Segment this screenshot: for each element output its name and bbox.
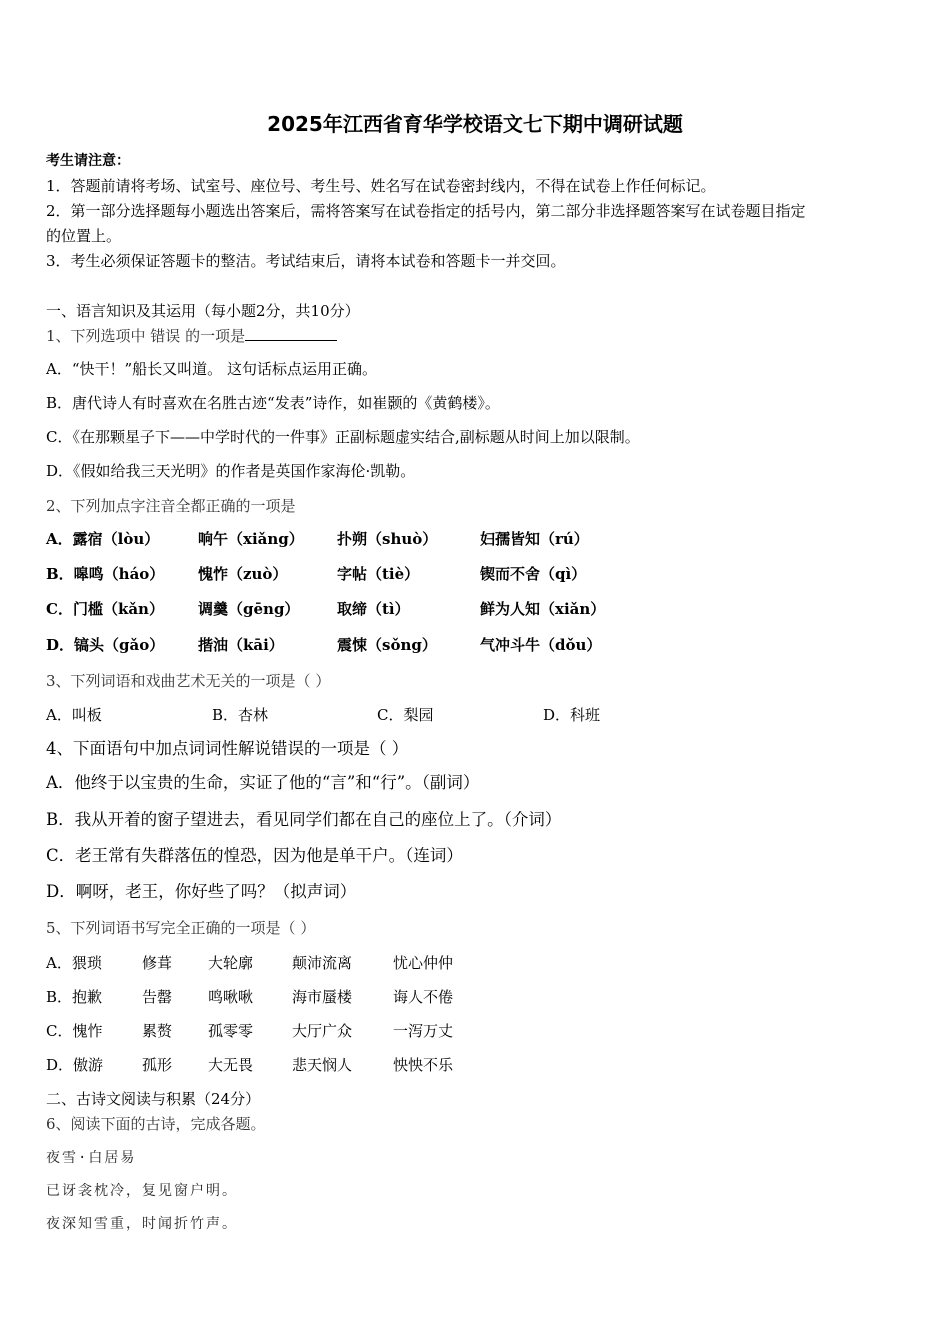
q2-choice-item: 字帖（tiè） [337,565,420,583]
q2-choice-item: 气冲斗牛（dǒu） [480,636,602,654]
section-heading: 一、语言知识及其运用（每小题2分，共10分） [46,302,360,320]
q5-choice-item: 孤形 [142,1056,173,1074]
q3-option: D．科班 [543,706,601,724]
q5-choice-item: C．愧怍 [46,1022,103,1040]
stem-text: 1、下列选项中 错误 的一项是 [46,327,246,345]
poem-title: 夜雪·白居易 [46,1150,137,1166]
q4-option: B．我从开着的窗子望进去，看见同学们都在自己的座位上了。（介词） [46,810,562,829]
notice-item: 3．考生必须保证答题卡的整洁。考试结束后，请将本试卷和答题卡一并交回。 [46,252,566,270]
q5-choice-item: 海市蜃楼 [292,988,353,1006]
q5-choice-item: 大无畏 [208,1056,254,1074]
poem-line: 夜深知雪重，时闻折竹声。 [46,1216,238,1232]
answer-blank [245,326,337,341]
q5-choice-item: 一泻万丈 [393,1022,454,1040]
q2-choice-item: 锲而不舍（qì） [480,565,587,583]
q2-choice-item: B．嗥鸣（háo） [46,565,165,583]
q1-option: C．《在那颗星子下——中学时代的一件事》正副标题虚实结合,副标题从时间上加以限制。 [46,428,640,446]
notice-heading: 考生请注意： [46,153,130,169]
q5-choice-item: 修葺 [142,954,173,972]
q5-choice-item: 大厅广众 [292,1022,353,1040]
q5-choice-item: 悲天悯人 [292,1056,353,1074]
q5-choice-item: 颠沛流离 [292,954,353,972]
q2-choice-item: 取缔（tì） [337,600,410,618]
q2-choice-item: 愧怍（zuò） [198,565,288,583]
q5-choice-item: 告罄 [142,988,173,1006]
q5-choice-item: 大轮廓 [208,954,254,972]
question-5-stem: 5、下列词语书写完全正确的一项是（ ） [46,919,316,937]
q3-option: C．梨园 [377,706,434,724]
poem-line: 已讶衾枕冷，复见窗户明。 [46,1183,238,1199]
q2-choice-item: A．露宿（lòu） [46,530,160,548]
notice-item: 的位置上。 [46,227,122,245]
q1-option: A．“快干！”船长又叫道。 这句话标点运用正确。 [46,360,377,378]
notice-item: 2．第一部分选择题每小题选出答案后，需将答案写在试卷指定的括号内，第二部分非选择题答案写在试卷题目指定 [46,202,806,220]
q4-option: D．啊呀，老王，你好些了吗？（拟声词） [46,882,357,901]
q2-choice-item: 响午（xiǎng） [198,530,304,548]
q5-choice-item: 累赘 [142,1022,173,1040]
q2-choice-item: 揩油（kāi） [198,636,284,654]
q5-choice-item: D．傲游 [46,1056,104,1074]
q1-option: B．唐代诗人有时喜欢在名胜古迹“发表”诗作，如崔颢的《黄鹤楼》。 [46,394,500,412]
page-title: 2025年江西省育华学校语文七下期中调研试题 [267,112,683,136]
q2-choice-item: 扑朔（shuò） [337,530,438,548]
q2-choice-item: 调羹（gēng） [198,600,300,618]
question-3-stem: 3、下列词语和戏曲艺术无关的一项是（ ） [46,672,331,690]
q5-choice-item: 孤零零 [208,1022,254,1040]
q5-choice-item: 鸣啾啾 [208,988,254,1006]
q3-option: A．叫板 [46,706,102,724]
q2-choice-item: D．镐头（gǎo） [46,636,165,654]
q5-choice-item: B．抱歉 [46,988,103,1006]
q5-choice-item: A．猥琐 [46,954,102,972]
question-2-stem: 2、下列加点字注音全都正确的一项是 [46,497,296,515]
notice-item: 1．答题前请将考场、试室号、座位号、考生号、姓名写在试卷密封线内，不得在试卷上作任何标记。 [46,177,716,195]
q2-choice-item: 鲜为人知（xiǎn） [480,600,606,618]
question-4-stem: 4、下面语句中加点词词性解说错误的一项是（ ） [46,739,409,758]
section-heading: 二、古诗文阅读与积累（24分） [46,1090,261,1108]
question-6-stem: 6、阅读下面的古诗，完成各题。 [46,1115,266,1133]
q5-choice-item: 怏怏不乐 [393,1056,454,1074]
q2-choice-item: C．门槛（kǎn） [46,600,164,618]
q1-option: D．《假如给我三天光明》的作者是英国作家海伦·凯勒。 [46,462,416,480]
question-1-stem [46,326,337,346]
q3-option: B．杏林 [212,706,269,724]
q4-option: A．他终于以宝贵的生命，实证了他的“言”和“行”。（副词） [46,773,480,792]
q2-choice-item: 震悚（sǒng） [337,636,437,654]
q5-choice-item: 诲人不倦 [393,988,454,1006]
q4-option: C．老王常有失群落伍的惶恐，因为他是单干户。（连词） [46,846,463,865]
q5-choice-item: 忧心仲仲 [393,954,454,972]
q2-choice-item: 妇孺皆知（rú） [480,530,589,548]
